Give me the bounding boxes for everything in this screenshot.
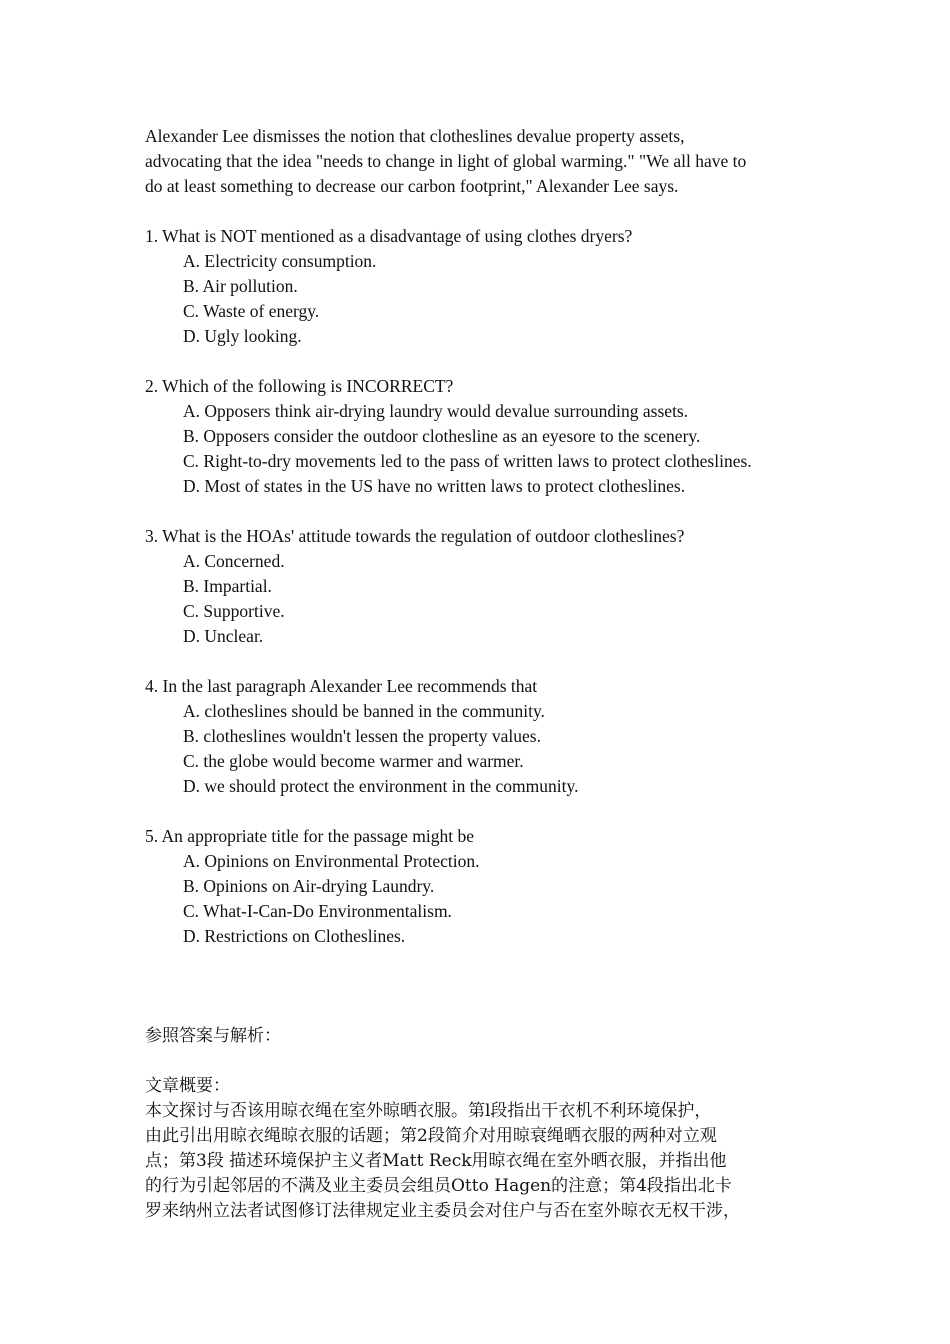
spacer (145, 499, 815, 524)
intro-line: advocating that the idea "needs to change in light of global warming." "We all have to (145, 151, 747, 171)
summary-heading: 文章概要： (145, 1076, 230, 1096)
option: C. the globe would become warmer and warmer. (183, 751, 524, 771)
intro-line: do at least something to decrease our carbon footprint," Alexander Lee says. (145, 176, 679, 196)
option-list (145, 549, 815, 649)
spacer (145, 649, 815, 674)
option: B. Opposers consider the outdoor clothesline as an eyesore to the scenery. (183, 426, 701, 446)
spacer (145, 799, 815, 824)
option: C. Right-to-dry movements led to the pass of written laws to protect clotheslines. (183, 451, 752, 471)
option: C. What-I-Can-Do Environmentalism. (183, 901, 452, 921)
option: A. Opinions on Environmental Protection. (183, 851, 480, 871)
question-5 (145, 824, 815, 949)
option: A. clotheslines should be banned in the community. (183, 701, 545, 721)
spacer (145, 1049, 815, 1074)
question-4 (145, 674, 815, 799)
question-2 (145, 374, 815, 499)
option-list (145, 849, 815, 949)
question-stem: 3. What is the HOAs' attitude towards the regulation of outdoor clotheslines? (145, 526, 685, 546)
option: D. Unclear. (183, 626, 264, 646)
option: D. Ugly looking. (183, 326, 302, 346)
option: D. Restrictions on Clotheslines. (183, 926, 406, 946)
intro-paragraph (145, 124, 815, 199)
option-list (145, 699, 815, 799)
option: B. clotheslines wouldn't lessen the property values. (183, 726, 541, 746)
summary-line: 的行为引起邻居的不满及业主委员会组员Otto Hagen的注意；第4段指出北卡 (145, 1176, 732, 1196)
question-1 (145, 224, 815, 349)
spacer (145, 199, 815, 224)
option-list (145, 399, 815, 499)
option: B. Opinions on Air-drying Laundry. (183, 876, 435, 896)
question-stem: 5. An appropriate title for the passage might be (145, 826, 475, 846)
question-stem: 2. Which of the following is INCORRECT? (145, 376, 454, 396)
option: B. Air pollution. (183, 276, 298, 296)
option: D. Most of states in the US have no written laws to protect clotheslines. (183, 476, 686, 496)
summary-line: 由此引出用晾衣绳晾衣服的话题；第2段简介对用晾衰绳晒衣服的两种对立观 (145, 1126, 717, 1146)
option: A. Electricity consumption. (183, 251, 377, 271)
option-list (145, 249, 815, 349)
option: D. we should protect the environment in the community. (183, 776, 579, 796)
spacer (145, 349, 815, 374)
question-stem: 4. In the last paragraph Alexander Lee recommends that (145, 676, 538, 696)
question-stem: 1. What is NOT mentioned as a disadvantage of using clothes dryers? (145, 226, 633, 246)
option: B. Impartial. (183, 576, 272, 596)
intro-line: Alexander Lee dismisses the notion that clotheslines devalue property assets, (145, 126, 685, 146)
summary-line: 罗来纳州立法者试图修订法律规定业主委员会对住户与否在室外晾衣无权干涉， (145, 1201, 740, 1221)
spacer (145, 949, 815, 1024)
option: C. Waste of energy. (183, 301, 320, 321)
summary-line: 本文探讨与否该用晾衣绳在室外晾晒衣服。第l段指出干衣机不利环境保护， (145, 1101, 712, 1121)
question-3 (145, 524, 815, 649)
summary-section (145, 1074, 815, 1224)
answer-heading: 参照答案与解析： (145, 1026, 281, 1046)
option: A. Concerned. (183, 551, 285, 571)
option: C. Supportive. (183, 601, 285, 621)
document-page (145, 124, 815, 1224)
summary-line: 点；第3段 描述环境保护主义者Matt Reck用晾衣绳在室外晒衣服，并指出他 (145, 1151, 727, 1171)
option: A. Opposers think air-drying laundry would devalue surrounding assets. (183, 401, 689, 421)
